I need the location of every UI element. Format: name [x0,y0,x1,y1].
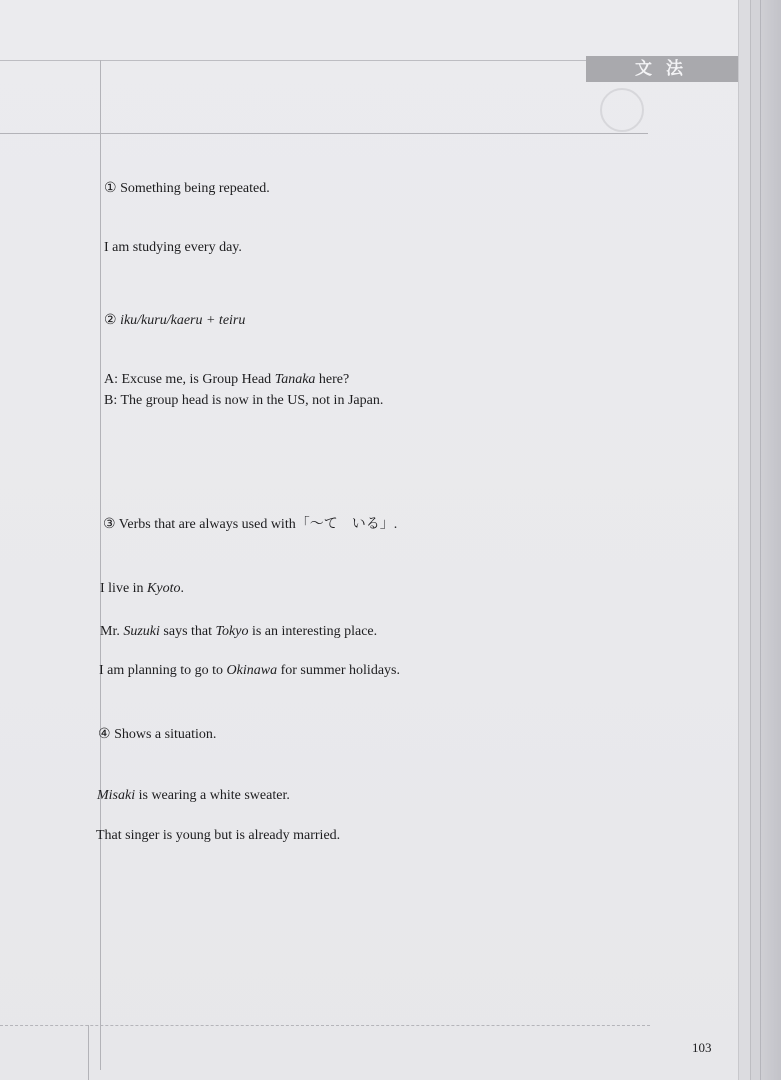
heading-2 [104,312,245,330]
heading-3-number: ③ [103,517,116,532]
example-3-2 [100,623,377,641]
example-3-3-suffix: for summer holidays. [277,663,400,678]
example-3-1 [100,580,184,598]
example-1-1: I am studying every day. [104,240,242,255]
heading-3 [103,516,397,534]
example-4-2: That singer is young but is already married. [96,828,341,843]
example-3-2-prefix: Mr. [100,624,124,639]
example-4-1 [97,787,290,805]
example-3-2-name: Suzuki [123,624,160,639]
example-3-3 [99,662,400,680]
heading-4-text: Shows a situation. [110,727,217,742]
page-edge [760,0,781,1080]
section-tab-label: 文法 [635,59,697,79]
heading-1 [104,180,270,198]
example-4-1-name: Misaki [97,788,136,803]
margin-rule [100,60,101,1070]
top-rule [0,60,590,61]
page-number: 103 [692,1040,712,1055]
dialogue-a-prefix: A: Excuse me, is Group Head [104,372,275,387]
footer-dashed-rule [0,1025,650,1026]
example-3-1-prefix: I live in [100,581,148,596]
example-3-3-prefix: I am planning to go to [99,663,227,678]
bottom-margin-rule [88,1025,89,1080]
example-3-2-place: Tokyo [215,624,249,639]
heading-4 [98,726,216,744]
heading-4-number: ④ [98,727,111,742]
example-4-1-suffix: is wearing a white sweater. [135,788,290,803]
example-3-1-place: Kyoto [147,581,181,596]
example-3-1-suffix: . [180,581,184,596]
dialogue-a [104,371,349,389]
heading-3-text: Verbs that are always used with「～て いる」. [115,517,398,532]
dialogue-a-suffix: here? [315,372,350,387]
section-tab [586,56,746,82]
bleed-through-circle [600,88,644,132]
heading-1-number: ① [104,181,117,196]
heading-2-number: ② [104,313,117,328]
heading-2-text: iku/kuru/kaeru + teiru [116,313,246,328]
example-3-2-mid: says that [159,624,216,639]
example-3-2-suffix: is an interesting place. [248,624,378,639]
dialogue-b: B: The group head is now in the US, not in Japan. [104,393,384,408]
heading-1-text: Something being repeated. [116,181,270,196]
header-rule [0,133,648,134]
dialogue-a-name: Tanaka [274,372,316,387]
example-3-3-place: Okinawa [226,663,278,678]
